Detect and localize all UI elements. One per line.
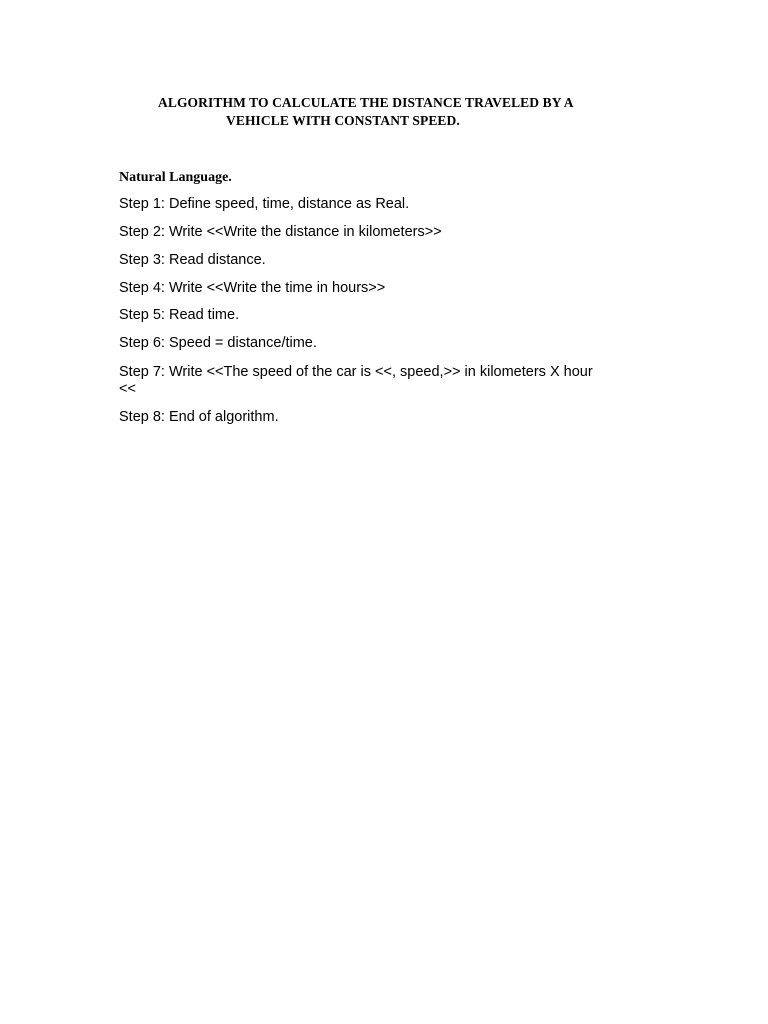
step-4: Step 4: Write <<Write the time in hours>> [119,280,386,296]
step-3: Step 3: Read distance. [119,252,266,268]
document-title [150,94,640,130]
step-5: Step 5: Read time. [119,307,240,323]
step-1: Step 1: Define speed, time, distance as Real. [119,196,410,212]
step-7: Step 7: Write <<The speed of the car is <<, speed,>> in kilometers X hour << [119,364,593,397]
section-heading: Natural Language. [119,170,232,185]
step-2: Step 2: Write <<Write the distance in kilometers>> [119,224,442,240]
title-line-2: VEHICLE WITH CONSTANT SPEED. [226,113,460,128]
step-8: Step 8: End of algorithm. [119,409,279,425]
step-6: Step 6: Speed = distance/time. [119,335,317,351]
title-line-1: ALGORITHM TO CALCULATE THE DISTANCE TRAVELED BY A [158,95,574,110]
